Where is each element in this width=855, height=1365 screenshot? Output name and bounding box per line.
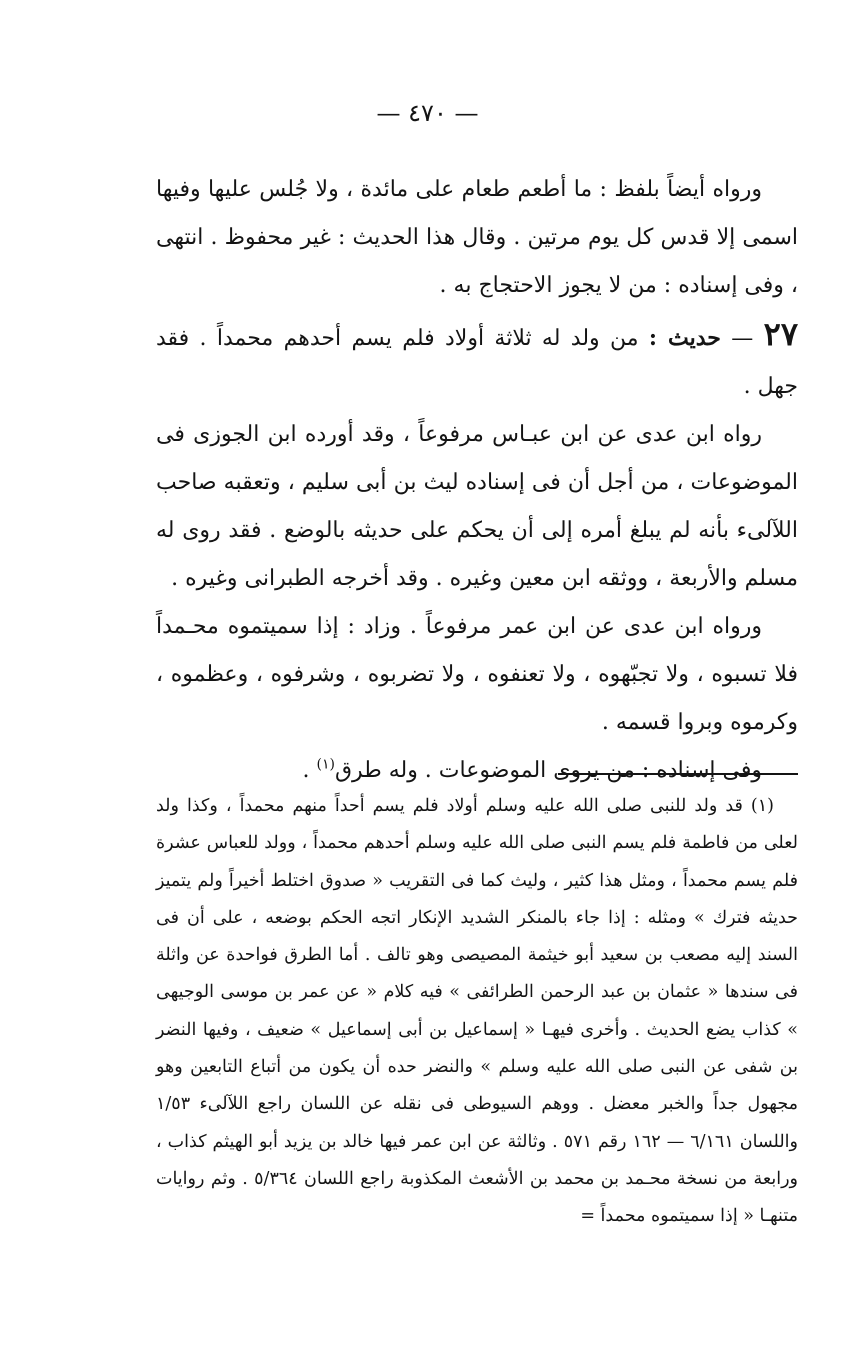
hadith-label: حديث : <box>648 325 721 351</box>
footnotes-section <box>156 788 798 1236</box>
paragraph: رواه ابن عدى عن ابن عبـاس مرفوعاً ، وقد أورده ابن الجوزى فى الموضوعات ، من أجل أن فى إسناده ليث بن أبى سليم ، وتعقبه صاحب اللآلىء بأنه لم يبلغ أمره إلى أن يحكم على حديثه بالوضع . فقد روى له مسلم والأربعة ، ووثقه ابن معين وغيره . وقد أخرجه الطبرانى وغيره . <box>156 422 798 591</box>
footnote-separator <box>558 773 798 775</box>
main-text <box>156 166 798 795</box>
hadith-heading <box>156 310 798 411</box>
footnote-reference[interactable]: (١) <box>316 756 335 773</box>
final-line-text: وفى إسناده : من يروى الموضوعات . وله طرق <box>334 758 762 783</box>
hadith-number: ٢٧ <box>763 315 798 353</box>
paragraph: ورواه ابن عدى عن ابن عمر مرفوعاً . وزاد : إذا سميتموه محـمداً فلا تسبوه ، ولا تجبّهوه ، ولا تعنفوه ، ولا تضربوه ، وشرفوه ، وعظموه ، وكرموه وبروا قسمه . <box>156 614 798 735</box>
footnote: (١) قد ولد للنبى صلى الله عليه وسلم أولاد فلم يسم أحداً منهم محمداً ، وكذا ولد لعلى من فاطمة فلم يسم النبى صلى الله عليه وسلم أحدهم محمداً ، وولد للعباس عشرة فلم يسم محمداً ، ومثل هذا كثير ، وليث كما فى التقريب « صدوق اختلط أخيراً ولم يتميز حديثه فترك » ومثله : إذا جاء بالمنكر الشديد الإنكار اتجه الحكم بوضعه ، على أن فى السند إليه مصعب بن سعيد أبو خيثمة المصيصى وهو تالف . أما الطرق فواحدة عن واثلة فى سندها « عثمان بن عبد الرحمن الطرائفى » فيه كلام « عن عمر بن موسى الوجيهى » كذاب يضع الحديث . وأخرى فيهـا « إسماعيل بن أبى إسماعيل » ضعيف ، وفيها النضر بن شفى عن النبى صلى الله عليه وسلم » والنضر حده أن يكون من أتباع التابعين وهو مجهول جداً والخبر معضل . ووهم السيوطى فى نقله عن اللسان راجع اللآلىء ١/٥٣ واللسان ٦/١٦١ — ١٦٢ رقم ٥٧١ . وثالثة عن ابن عمر فيها خالد بن يزيد أبو الهيثم كذاب ، ورابعة من نسخة محـمد بن محمد بن الأشعث المكذوبة راجع اللسان ٥/٣٦٤ . وثم روايات متنهـا « إذا سميتموه محمداً = <box>156 796 798 1227</box>
hadith-dash: — <box>731 326 754 351</box>
paragraph: ورواه أيضاً بلفظ : ما أطعم طعام على مائدة ، ولا جُلس عليها وفيها اسمى إلا قدس كل يوم مرتين . وقال هذا الحديث : غير محفوظ . انتهى ، وفى إسناده : من لا يجوز الاحتجاج به . <box>156 177 798 298</box>
hadith-text: من ولد له ثلاثة أولاد فلم يسم أحدهم محمداً . فقد جهل . <box>156 326 798 399</box>
final-line-end: . <box>302 758 317 783</box>
page-number: — ٤٧٠ — <box>376 99 479 127</box>
